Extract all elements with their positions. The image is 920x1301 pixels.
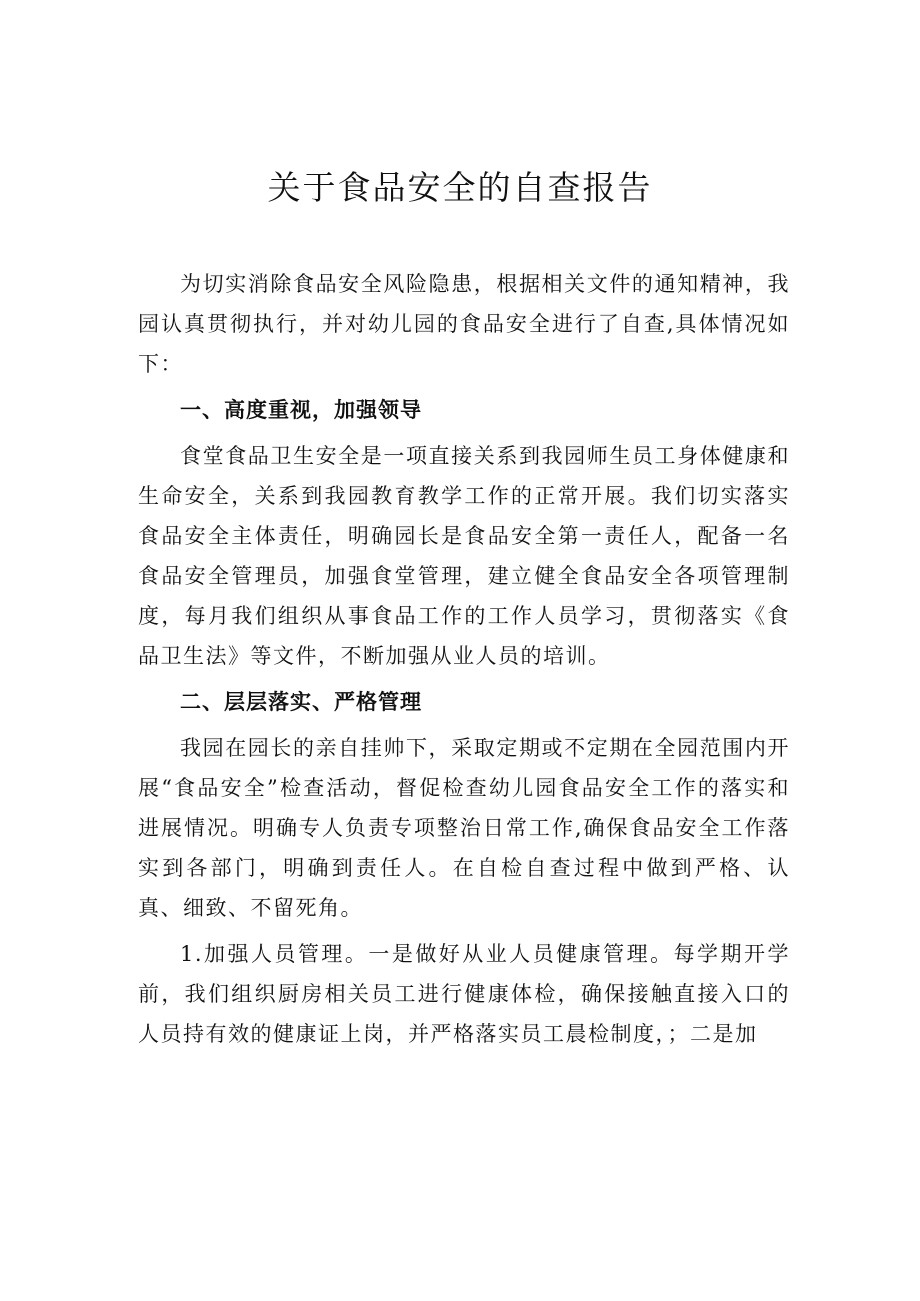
section-heading-2: 二、层层落实、严格管理 <box>180 690 422 714</box>
intro-paragraph: 为切实消除食品安全风险隐患，根据相关文件的通知精神，我园认真贯彻执行，并对幼儿园的食品安全进行了自查,具体情况如下： <box>138 272 790 376</box>
section-paragraph-1: 食堂食品卫生安全是一项直接关系到我园师生员工身体健康和生命安全，关系到我园教育教学工作的正常开展。我们切实落实食品安全主体责任，明确园长是食品安全第一责任人，配备一名食品安全管理员，加强食堂管理，建立健全食品安全各项管理制度，每月我们组织从事食品工作的工作人员学习，贯彻落实《食品卫生法》等文件，不断加强从业人员的培训。 <box>138 444 790 668</box>
section-heading-1: 一、高度重视，加强领导 <box>180 398 422 422</box>
document-body <box>138 264 790 1060</box>
list-item-1: 1.加强人员管理。一是做好从业人员健康管理。每学期开学前，我们组织厨房相关员工进行健康体检，确保接触直接入口的人员持有效的健康证上岗，并严格落实员工晨检制度，；二是加 <box>138 942 790 1046</box>
section-paragraph-2: 我园在园长的亲自挂帅下，采取定期或不定期在全园范围内开展“食品安全”检查活动，督促检查幼儿园食品安全工作的落实和进展情况。明确专人负责专项整治日常工作,确保食品安全工作落实到各部门，明确到责任人。在自检自查过程中做到严格、认真、细致、不留死角。 <box>138 736 790 920</box>
document-title: 关于食品安全的自查报告 <box>267 168 653 207</box>
